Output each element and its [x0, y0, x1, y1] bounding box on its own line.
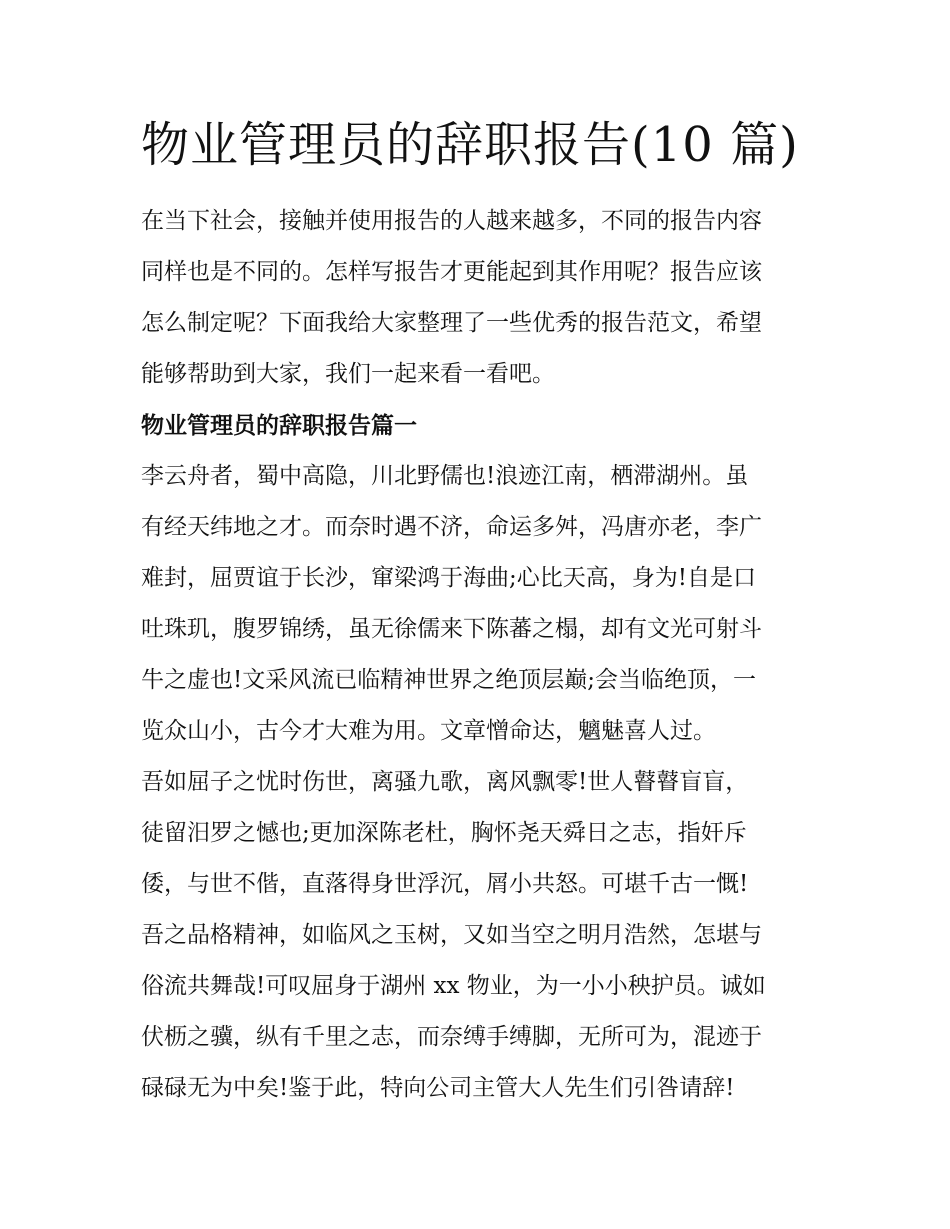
paragraph-line: 有经天纬地之才。而奈时遇不济，命运多舛，冯唐亦老，李广	[141, 514, 762, 540]
paragraph-line: 俗流共舞哉!可叹屈身于湖州 xx 物业，为一小小秧护员。诚如	[141, 973, 766, 999]
intro-line: 能够帮助到大家，我们一起来看一看吧。	[141, 361, 555, 387]
body-paragraph-2	[141, 757, 813, 1114]
paragraph-line: 牛之虚也!文采风流已临精神世界之绝顶层巅;会当临绝顶，一	[141, 667, 756, 693]
paragraph-line: 李云舟者，蜀中高隐，川北野儒也!浪迹江南，栖滞湖州。虽	[141, 463, 749, 489]
paragraph-line: 伏枥之骥，纵有千里之志，而奈缚手缚脚，无所可为，混迹于	[141, 1024, 762, 1050]
document-page	[141, 112, 813, 1114]
intro-line: 在当下社会，接触并使用报告的人越来越多，不同的报告内容	[141, 208, 762, 234]
section-heading: 物业管理员的辞职报告篇一	[141, 412, 417, 439]
paragraph-line: 难封，屈贾谊于长沙，窜梁鸿于海曲;心比天高，身为!自是口	[141, 565, 756, 591]
paragraph-line: 吐珠玑，腹罗锦绣，虽无徐儒来下陈蕃之榻，却有文光可射斗	[141, 616, 762, 642]
intro-line: 怎么制定呢？下面我给大家整理了一些优秀的报告范文，希望	[141, 310, 762, 336]
paragraph-line: 吾如屈子之忧时伤世，离骚九歌，离风飘零!世人瞽瞽盲盲，	[141, 769, 749, 795]
document-title: 物业管理员的辞职报告(10 篇)	[141, 117, 799, 173]
paragraph-line: 倭，与世不偕，直落得身世浮沉，屑小共怒。可堪千古一慨!	[141, 871, 749, 897]
intro-line: 同样也是不同的。怎样写报告才更能起到其作用呢？报告应该	[141, 259, 762, 285]
paragraph-line: 吾之品格精神，如临风之玉树，又如当空之明月浩然，怎堪与	[141, 922, 762, 948]
paragraph-line: 徒留汨罗之憾也;更加深陈老杜，胸怀尧天舜日之志，指奸斥	[141, 820, 747, 846]
intro-paragraph	[141, 196, 813, 400]
paragraph-line: 览众山小，古今才大难为用。文章憎命达，魑魅喜人过。	[141, 718, 716, 744]
body-paragraph-1	[141, 451, 813, 757]
paragraph-line: 碌碌无为中矣!鉴于此，特向公司主管大人先生们引咎请辞!	[141, 1075, 735, 1101]
